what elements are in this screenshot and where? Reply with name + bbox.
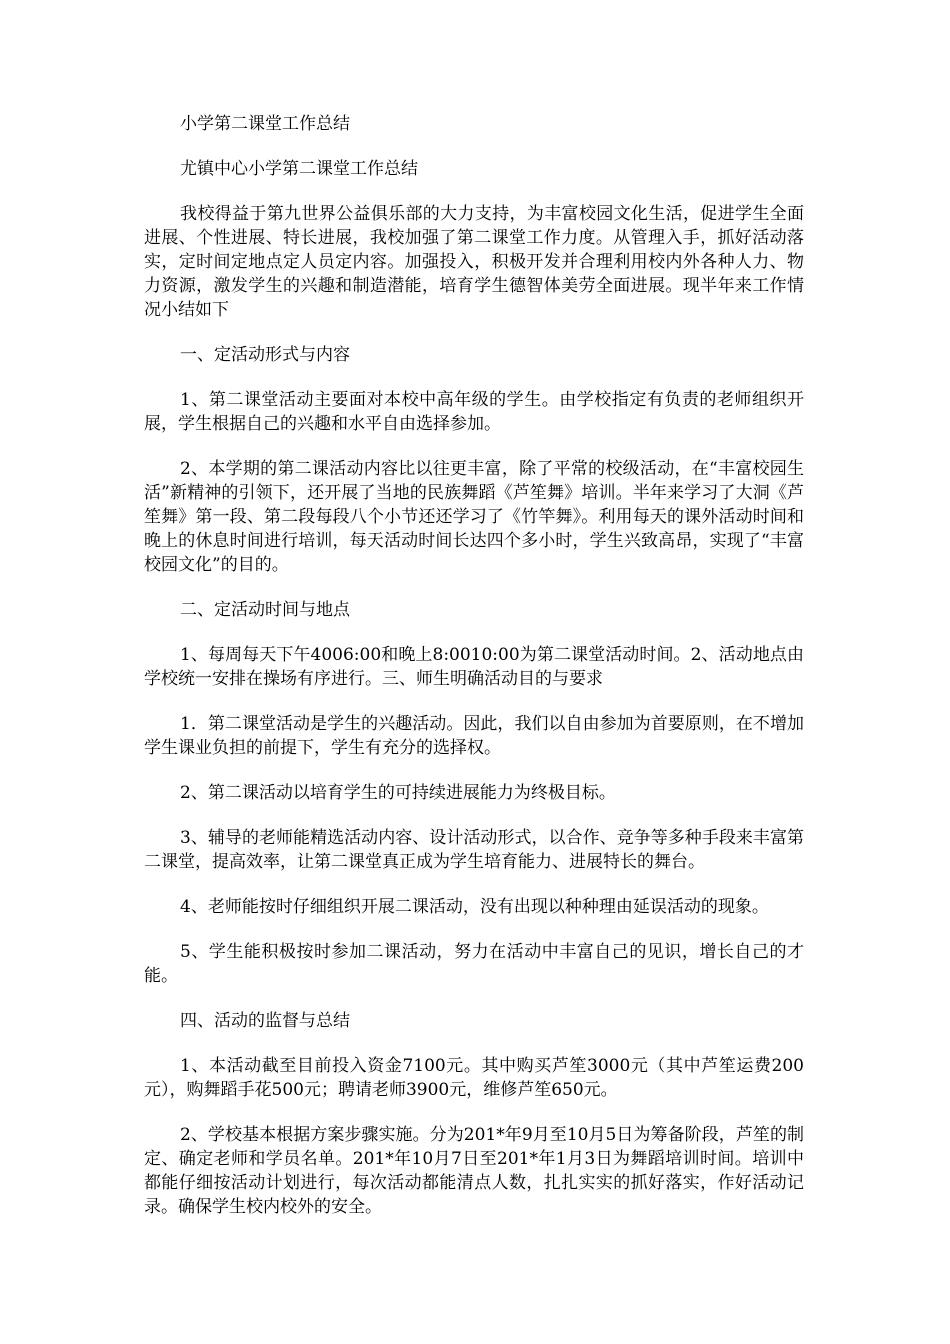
section-heading-2: 二、定活动时间与地点 xyxy=(180,600,350,620)
section-3-item-5: 5、学生能积极按时参加二课活动，努力在活动中丰富自己的见识，增长自己的才能。 xyxy=(144,942,804,986)
section-3-item-3: 3、辅导的老师能精选活动内容、设计活动形式，以合作、竞争等多种手段来丰富第二课堂，提高效率，让第二课堂真正成为学生培育能力、进展特长的舞台。 xyxy=(144,828,804,872)
document-page xyxy=(144,112,804,1240)
document-subtitle: 尤镇中心小学第二课堂工作总结 xyxy=(180,159,418,179)
section-4-item-1: 1、本活动截至目前投入资金7100元。其中购买芦笙3000元（其中芦笙运费200元），购舞蹈手花500元；聘请老师3900元，维修芦笙650元。 xyxy=(144,1056,804,1100)
section-1-item-1: 1、第二课堂活动主要面对本校中高年级的学生。由学校指定有负责的老师组织开展，学生根据自己的兴趣和水平自由选择参加。 xyxy=(144,390,804,434)
section-1-item-2: 2、本学期的第二课活动内容比以往更丰富，除了平常的校级活动，在“丰富校园生活”新精神的引领下，还开展了当地的民族舞蹈《芦笙舞》培训。半年来学习了大洞《芦笙舞》第一段、第二段每段八个小节还还学习了《竹竿舞》。利用每天的课外活动时间和晚上的休息时间进行培训，每天活动时间长达四个多小时，学生兴致高昂，实现了“丰富校园文化”的目的。 xyxy=(144,459,804,575)
document-title: 小学第二课堂工作总结 xyxy=(180,114,350,134)
section-3-item-2: 2、第二课活动以培育学生的可持续进展能力为终极目标。 xyxy=(180,783,616,803)
intro-paragraph: 我校得益于第九世界公益俱乐部的大力支持，为丰富校园文化生活，促进学生全面进展、个性进展、特长进展，我校加强了第二课堂工作力度。从管理入手，抓好活动落实，定时间定地点定人员定内容。加强投入，积极开发并合理利用校内外各种人力、物力资源，激发学生的兴趣和制造潜能，培育学生德智体美劳全面进展。现半年来工作情况小结如下 xyxy=(144,204,804,320)
section-3-item-1: 1．第二课堂活动是学生的兴趣活动。因此，我们以自由参加为首要原则，在不增加学生课业负担的前提下，学生有充分的选择权。 xyxy=(144,714,804,758)
section-heading-4: 四、活动的监督与总结 xyxy=(180,1011,350,1031)
section-heading-1: 一、定活动形式与内容 xyxy=(180,345,350,365)
section-2-item-1: 1、每周每天下午4006:00和晚上8:0010:00为第二课堂活动时间。2、活动地点由学校统一安排在操场有序进行。三、师生明确活动目的与要求 xyxy=(144,645,804,689)
section-3-item-4: 4、老师能按时仔细组织开展二课活动，没有出现以种种理由延误活动的现象。 xyxy=(180,897,769,917)
section-4-item-2: 2、学校基本根据方案步骤实施。分为201*年9月至10月5日为筹备阶段，芦笙的制定、确定老师和学员名单。201*年10月7日至201*年1月3日为舞蹈培训时间。培训中都能仔细按活动计划进行，每次活动都能清点人数，扎扎实实的抓好落实，作好活动记录。确保学生校内校外的安全。 xyxy=(144,1125,804,1217)
